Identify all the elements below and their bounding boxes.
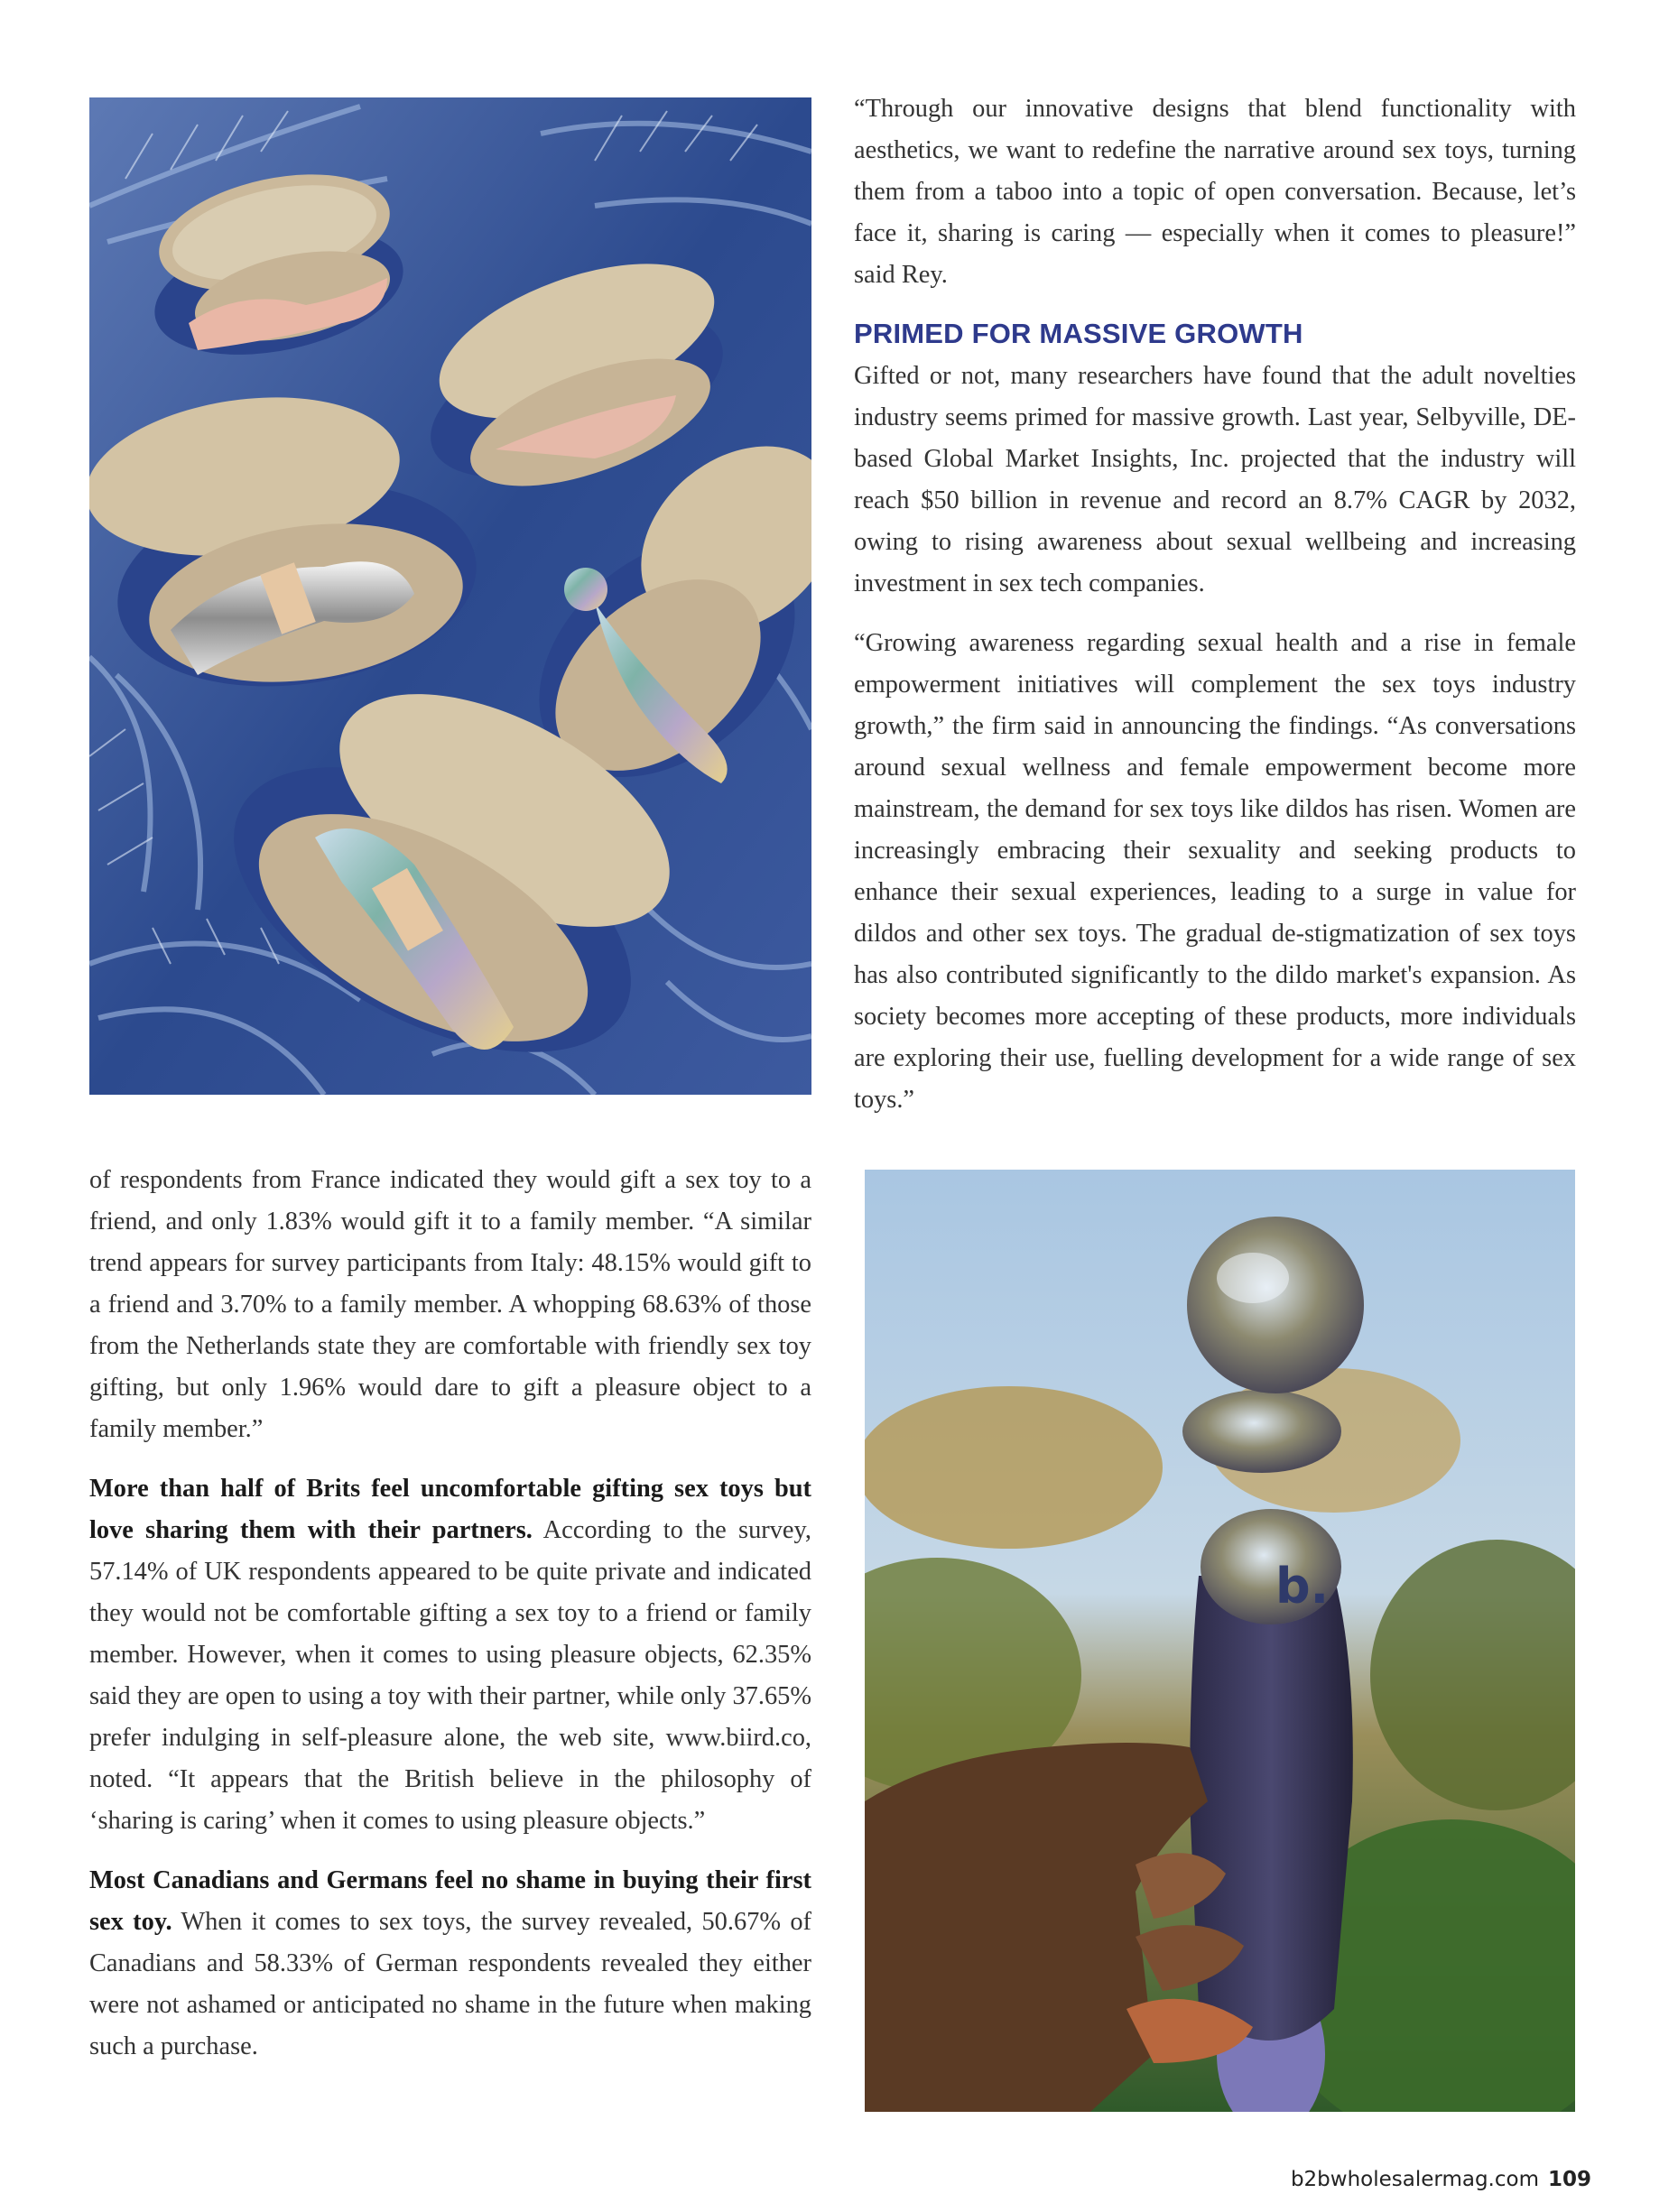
firm-quote-paragraph: “Growing awareness regarding sexual health and a rise in female empowerment initiatives will complement the sex toys industry growth,” the firm said in announcing the findings. “As conversations around sexual wellness and female empowerment become more mainstream, the demand for sex toys like dildos has risen. Women are increasingly embracing their sexuality and seeking products to enhance their sexual experiences, leading to a surge in value for dildos and other sex toys. The gradual de-stigmatization of sex toys has also contributed significantly to the dildo market's expansion. As society becomes more accepting of these products, more individuals are exploring their use, fuelling development for a wide range of sex toys.” — [854, 629, 1576, 1114]
section-heading: PRIMED FOR MASSIVE GROWTH — [854, 318, 1303, 349]
survey-france-paragraph: of respondents from France indicated they would gift a sex toy to a friend, and only 1.83% would gift it to a family member. “A similar trend appears for survey participants from Italy: 48.15% would gift to a friend and 3.70% to a family member. A whopping 68.63% of those from the Netherlands state they are comfortable with friendly sex toy gifting, but only 1.96% would dare to gift a pleasure object to a family member.” — [89, 1166, 811, 1443]
article-column-bottom — [89, 1160, 811, 2086]
uk-survey-paragraph — [89, 1468, 811, 1842]
canada-body: When it comes to sex toys, the survey revealed, 50.67% of Canadians and 58.33% of German respondents revealed they either were not ashamed or anticipated no shame in the future when making such a purchase. — [89, 1908, 811, 2060]
canada-germany-paragraph — [89, 1860, 811, 2068]
brand-logo: b. — [1275, 1558, 1330, 1615]
glass-toy-photo — [865, 1170, 1575, 2112]
market-growth-paragraph: Gifted or not, many researchers have found that the adult novelties industry seems primed for massive growth. Last year, Selbyville, DE-based Global Market Insights, Inc. projected that the industry will reach $50 billion in revenue and record an 8.7% CAGR by 2032, owing to rising awareness about sexual wellbeing and increasing investment in sex tech companies. — [854, 362, 1576, 597]
uk-body: According to the survey, 57.14% of UK respondents appeared to be quite private and indicated they would not be comfortable gifting a sex toy to a friend or family member. However, when it comes to using pleasure objects, 62.35% said they are open to using a toy with their partner, while only 37.65% prefer indulging in self-pleasure alone, the web site, www.biird.co, noted. “It appears that the British believe in the philosophy of ‘sharing is caring’ when it comes to using pleasure objects.” — [89, 1516, 811, 1835]
uk-lead-in: More than half of Brits feel uncomfortable gifting sex toys but love sharing them with their partners. — [89, 1475, 811, 1544]
canada-lead-in: Most Canadians and Germans feel no shame in buying their first sex toy. — [89, 1866, 811, 1936]
rey-quote-paragraph: “Through our innovative designs that blend functionality with aesthetics, we want to redefine the narrative around sex toys, turning them from a taboo into a topic of open conversation. Because, let’s face it, sharing is caring — especially when it comes to pleasure!” said Rey. — [854, 95, 1576, 289]
article-column-top — [854, 88, 1576, 1139]
product-cases-photo — [89, 97, 811, 1095]
page-footer — [1291, 2168, 1591, 2191]
page-number: 109 — [1547, 2168, 1591, 2191]
footer-site: b2bwholesalermag.com — [1290, 2168, 1539, 2191]
